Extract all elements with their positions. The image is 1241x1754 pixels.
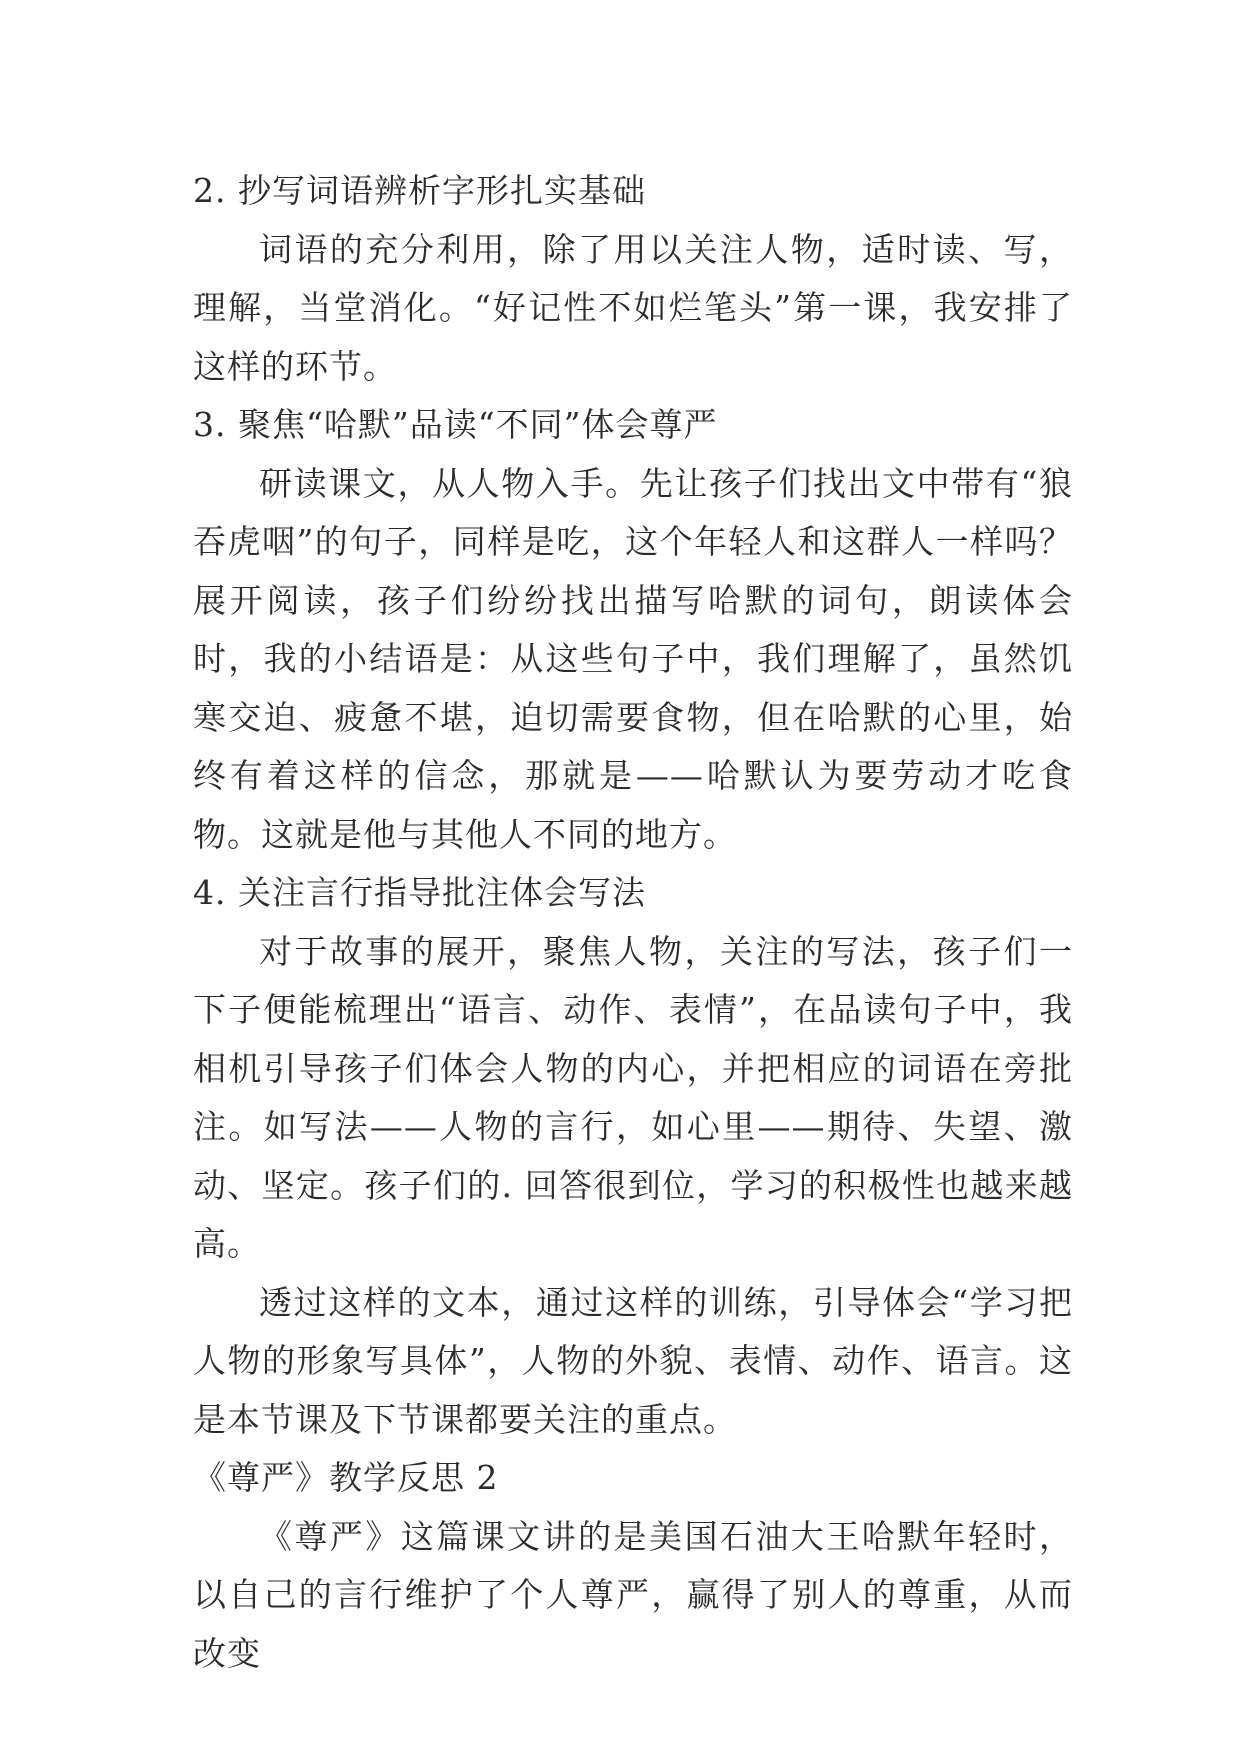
paragraph-2: 研读课文，从人物入手。先让孩子们找出文中带有“狼吞虎咽”的句子，同样是吃，这个年轻人和这群人一样吗？展开阅读，孩子们纷纷找出描写哈默的词句，朗读体会时，我的小结语是：从这些句子中，我们理解了，虽然饥寒交迫、疲惫不堪，迫切需要食物，但在哈默的心里，始终有着这样的信念，那就是——哈默认为要劳动才吃食物。这就是他与其他人不同的地方。	[193, 463, 1073, 854]
paragraph-5: 《尊严》这篇课文讲的是美国石油大王哈默年轻时，以自己的言行维护了个人尊严，赢得了别人的尊重，从而改变	[193, 1516, 1073, 1673]
section-heading-3: 3. 聚焦“哈默”品读“不同”体会尊严	[193, 405, 718, 444]
section-heading-2: 2. 抄写词语辨析字形扎实基础	[193, 171, 646, 210]
paragraph-3: 对于故事的展开，聚焦人物，关注的写法，孩子们一下子便能梳理出“语言、动作、表情”，在品读句子中，我相机引导孩子们体会人物的内心，并把相应的词语在旁批注。如写法——人物的言行，如心里——期待、失望、激动、坚定。孩子们的. 回答很到位，学习的积极性也越来越高。	[193, 931, 1073, 1263]
section-heading-4: 4. 关注言行指导批注体会写法	[193, 873, 646, 912]
paragraph-4: 透过这样的文本，通过这样的训练，引导体会“学习把人物的形象写具体”，人物的外貌、表情、动作、语言。这是本节课及下节课都要关注的重点。	[193, 1282, 1073, 1439]
article-title: 《尊严》教学反思 2	[193, 1458, 499, 1497]
paragraph-1: 词语的充分利用，除了用以关注人物，适时读、写，理解，当堂消化。“好记性不如烂笔头”第一课，我安排了这样的环节。	[193, 229, 1073, 386]
document-body	[193, 162, 1073, 1683]
